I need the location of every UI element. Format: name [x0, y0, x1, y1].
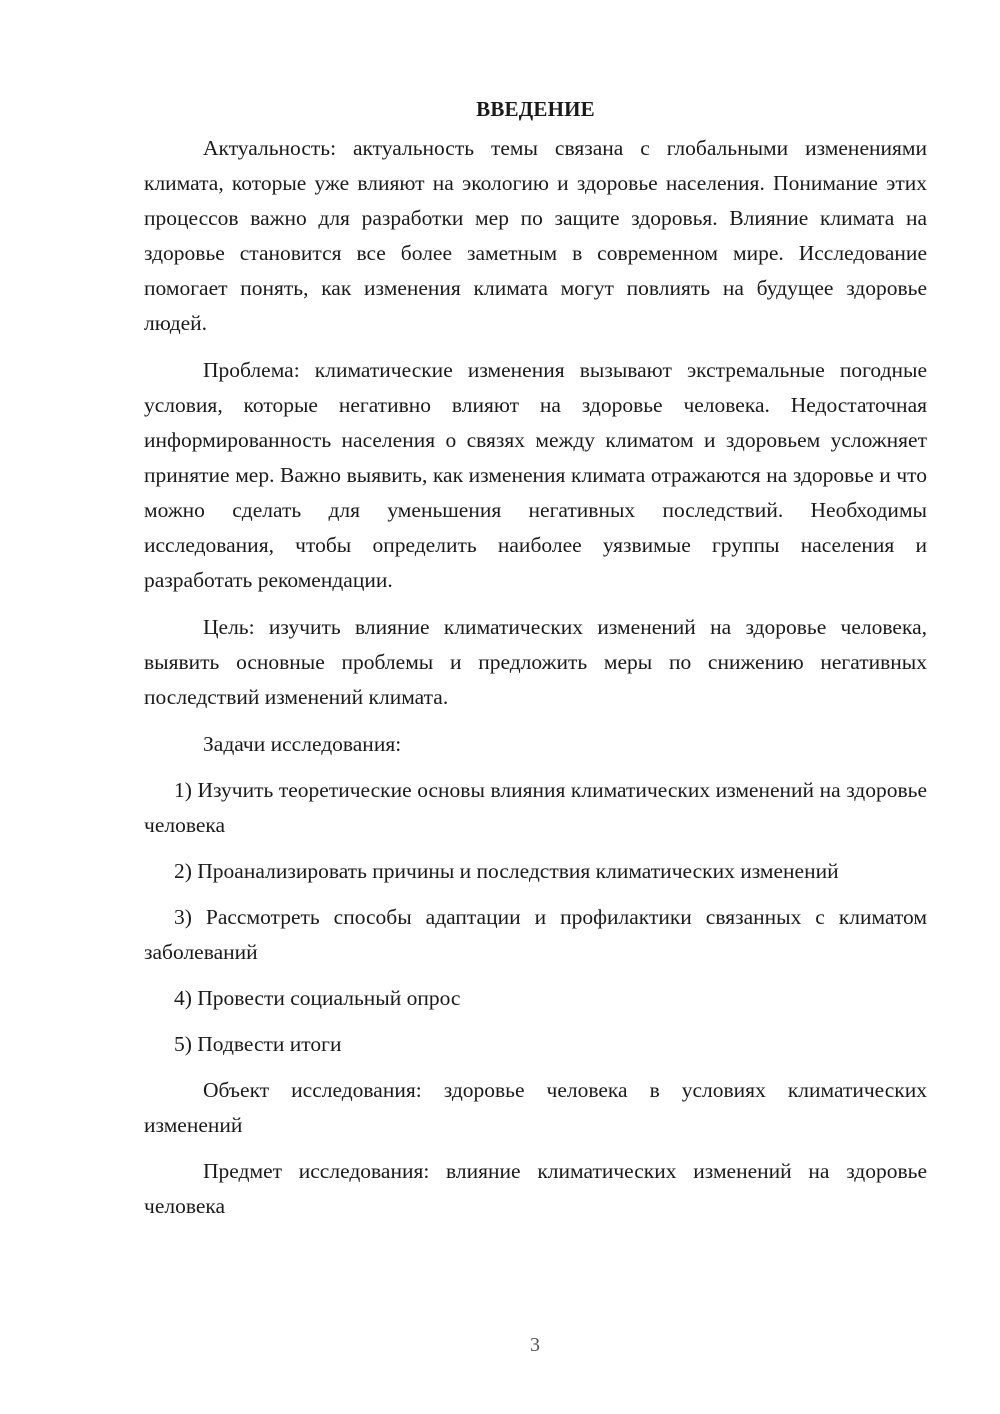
paragraph-relevance: Актуальность: актуальность темы связана с глобальными изменениями климата, которые уже влияют на экологию и здоровье населения. Понимание этих процессов важно для разработки мер по защите здоровья. Влияние климата на здоровье становится все более заметным в современном мире. Исследование помогает понять, как изменения климата могут повлиять на будущее здоровье людей. — [144, 136, 927, 335]
task-item-4: 4) Провести социальный опрос — [174, 986, 461, 1010]
paragraph-goal: Цель: изучить влияние климатических изменений на здоровье человека, выявить основные проблемы и предложить меры по снижению негативных последствий изменений климата. — [144, 615, 927, 709]
task-item-1: 1) Изучить теоретические основы влияния климатических изменений на здоровье человека — [144, 778, 927, 837]
task-item-5: 5) Подвести итоги — [174, 1032, 342, 1056]
task-item-2: 2) Проанализировать причины и последствия климатических изменений — [174, 859, 839, 883]
section-title: ВВЕДЕНИЕ — [476, 97, 595, 121]
paragraph-subject: Предмет исследования: влияние климатических изменений на здоровье человека — [144, 1159, 927, 1218]
tasks-heading: Задачи исследования: — [203, 732, 402, 756]
page-number: 3 — [530, 1334, 540, 1356]
paragraph-object: Объект исследования: здоровье человека в условиях климатических изменений — [144, 1078, 927, 1137]
task-item-3: 3) Рассмотреть способы адаптации и профилактики связанных с климатом заболеваний — [144, 905, 927, 964]
paragraph-problem: Проблема: климатические изменения вызывают экстремальные погодные условия, которые негативно влияют на здоровье человека. Недостаточная информированность населения о связях между климатом и здоровьем усложняет принятие мер. Важно выявить, как изменения климата отражаются на здоровье и что можно сделать для уменьшения негативных последствий. Необходимы исследования, чтобы определить наиболее уязвимые группы населения и разработать рекомендации. — [144, 358, 927, 592]
document-page — [144, 92, 927, 1224]
